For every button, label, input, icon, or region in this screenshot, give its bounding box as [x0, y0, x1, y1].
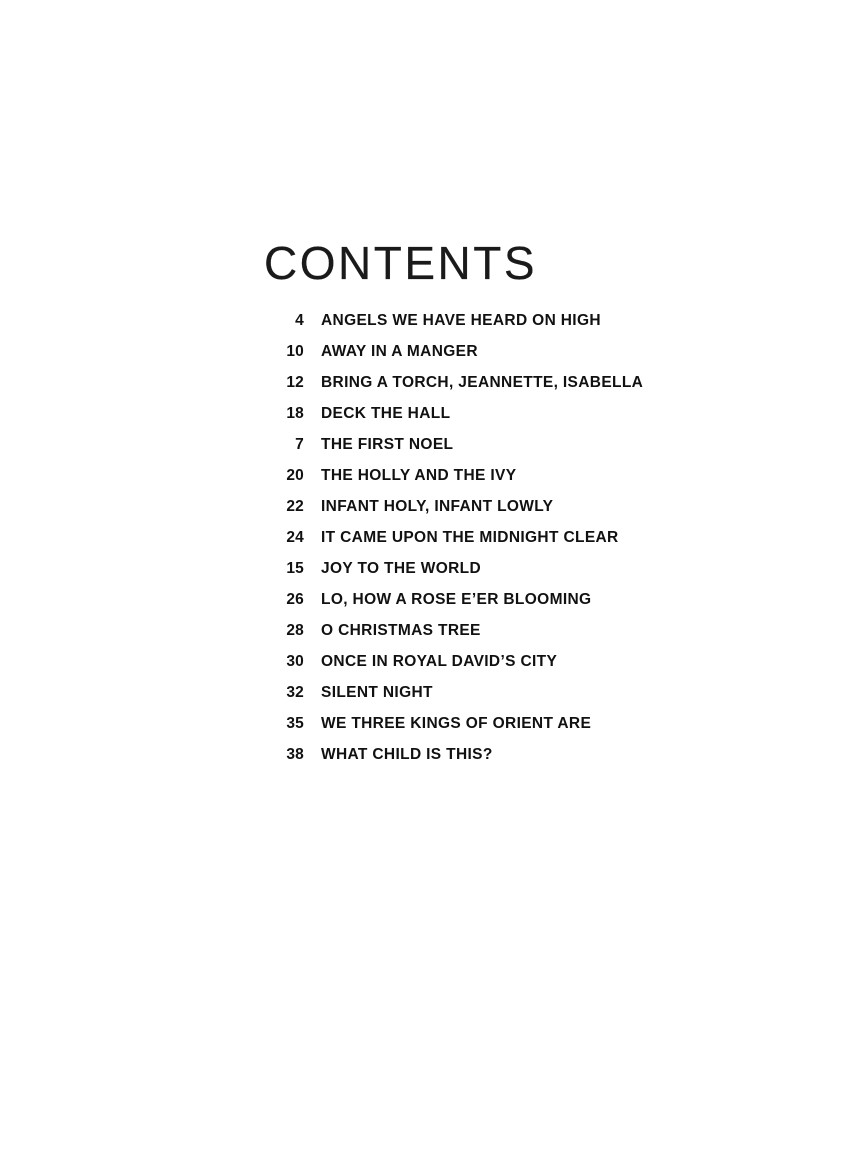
list-item[interactable]: [258, 591, 728, 609]
list-item[interactable]: [258, 560, 728, 578]
list-item[interactable]: [258, 653, 728, 671]
toc-page-number: 28: [286, 622, 304, 639]
toc-page-number: 15: [286, 560, 304, 577]
toc-page-number: 18: [286, 405, 304, 422]
list-item[interactable]: [258, 684, 728, 702]
toc-song-title: INFANT HOLY, INFANT LOWLY: [321, 498, 554, 515]
toc-page-number: 4: [295, 312, 304, 329]
list-item[interactable]: [258, 529, 728, 547]
table-of-contents: [258, 237, 728, 777]
list-item[interactable]: [258, 405, 728, 423]
toc-page-number: 22: [286, 498, 304, 515]
toc-page-number: 35: [286, 715, 304, 732]
list-item[interactable]: [258, 312, 728, 330]
toc-song-title: THE FIRST NOEL: [321, 436, 454, 453]
toc-page-number: 30: [286, 653, 304, 670]
list-item[interactable]: [258, 374, 728, 392]
toc-song-title: IT CAME UPON THE MIDNIGHT CLEAR: [321, 529, 619, 546]
toc-song-title: THE HOLLY AND THE IVY: [321, 467, 517, 484]
toc-song-title: AWAY IN A MANGER: [321, 343, 478, 360]
toc-list: [258, 312, 728, 764]
toc-song-title: JOY TO THE WORLD: [321, 560, 482, 577]
toc-song-title: BRING A TORCH, JEANNETTE, ISABELLA: [321, 374, 644, 391]
list-item[interactable]: [258, 498, 728, 516]
toc-song-title: O CHRISTMAS TREE: [321, 622, 481, 639]
toc-song-title: ANGELS WE HAVE HEARD ON HIGH: [321, 312, 601, 329]
page-title: CONTENTS: [264, 237, 537, 289]
toc-song-title: SILENT NIGHT: [321, 684, 433, 701]
toc-song-title: WE THREE KINGS OF ORIENT ARE: [321, 715, 592, 732]
toc-page-number: 26: [286, 591, 304, 608]
toc-song-title: WHAT CHILD IS THIS?: [321, 746, 493, 763]
toc-song-title: ONCE IN ROYAL DAVID’S CITY: [321, 653, 558, 670]
toc-song-title: LO, HOW A ROSE E’ER BLOOMING: [321, 591, 592, 608]
list-item[interactable]: [258, 746, 728, 764]
list-item[interactable]: [258, 715, 728, 733]
list-item[interactable]: [258, 622, 728, 640]
toc-page-number: 24: [286, 529, 304, 546]
toc-page-number: 20: [286, 467, 304, 484]
toc-page-number: 10: [286, 343, 304, 360]
list-item[interactable]: [258, 436, 728, 454]
toc-page-number: 32: [286, 684, 304, 701]
toc-page-number: 7: [295, 436, 304, 453]
list-item[interactable]: [258, 467, 728, 485]
toc-page-number: 12: [286, 374, 304, 391]
toc-song-title: DECK THE HALL: [321, 405, 451, 422]
toc-page-number: 38: [286, 746, 304, 763]
list-item[interactable]: [258, 343, 728, 361]
